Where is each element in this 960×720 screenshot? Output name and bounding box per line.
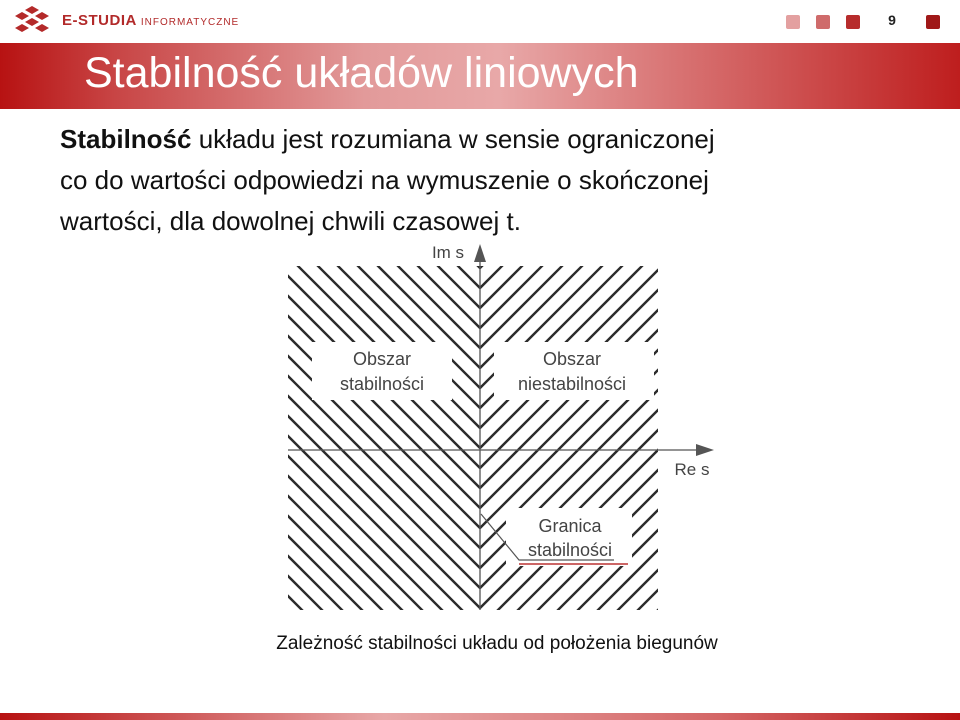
body-line-3: wartości, dla dowolnej chwili czasowej t. bbox=[60, 206, 521, 236]
slide-number: 9 bbox=[888, 12, 896, 28]
body-bold-term: Stabilność bbox=[60, 124, 192, 154]
nav-square-1 bbox=[786, 15, 800, 29]
body-line-1 bbox=[60, 119, 920, 160]
hatch-line bbox=[710, 238, 720, 613]
left-region-line-1: Obszar bbox=[352, 349, 412, 369]
stability-plane-figure bbox=[270, 238, 720, 613]
hatch-line bbox=[270, 238, 330, 613]
im-axis-label: Im s bbox=[431, 243, 465, 262]
brand-main: E-STUDIA bbox=[62, 12, 137, 29]
hatch-line bbox=[270, 238, 370, 613]
body-line-2: co do wartości odpowiedzi na wymuszenie o skończonej bbox=[60, 165, 709, 195]
nav-square-3 bbox=[846, 15, 860, 29]
hatch-line bbox=[690, 238, 720, 613]
estudia-logo-icon bbox=[12, 4, 52, 38]
nav-square-2 bbox=[816, 15, 830, 29]
body-text bbox=[60, 119, 920, 242]
body-line-1-rest: układu jest rozumiana w sensie ograniczonej bbox=[191, 124, 715, 154]
nav-square-4 bbox=[926, 15, 940, 29]
re-axis-label: Re s bbox=[674, 460, 710, 479]
hatch-line bbox=[270, 238, 370, 613]
brand-name bbox=[62, 12, 239, 29]
boundary-label-line-2: stabilności bbox=[527, 540, 613, 560]
hatch-line bbox=[270, 238, 290, 613]
hatch-line bbox=[710, 238, 720, 613]
hatch-line bbox=[650, 238, 720, 613]
boundary-label-line-1: Granica bbox=[538, 516, 602, 536]
hatch-line bbox=[690, 238, 720, 613]
left-region-line-2: stabilności bbox=[339, 374, 425, 394]
hatch-line bbox=[670, 238, 720, 613]
right-region-line-1: Obszar bbox=[542, 349, 602, 369]
right-region-line-2: niestabilności bbox=[517, 374, 627, 394]
bottom-bar bbox=[0, 713, 960, 720]
re-axis-arrow bbox=[696, 444, 714, 456]
brand-sub: INFORMATYCZNE bbox=[140, 17, 240, 28]
figure-caption: Zależność stabilności układu od położenia biegunów bbox=[276, 633, 718, 654]
slide-title: Stabilność układów liniowych bbox=[84, 49, 639, 97]
hatch-line bbox=[670, 238, 720, 613]
hatch-line bbox=[650, 238, 720, 613]
hatch-line bbox=[270, 238, 290, 613]
hatch-line bbox=[270, 238, 330, 613]
